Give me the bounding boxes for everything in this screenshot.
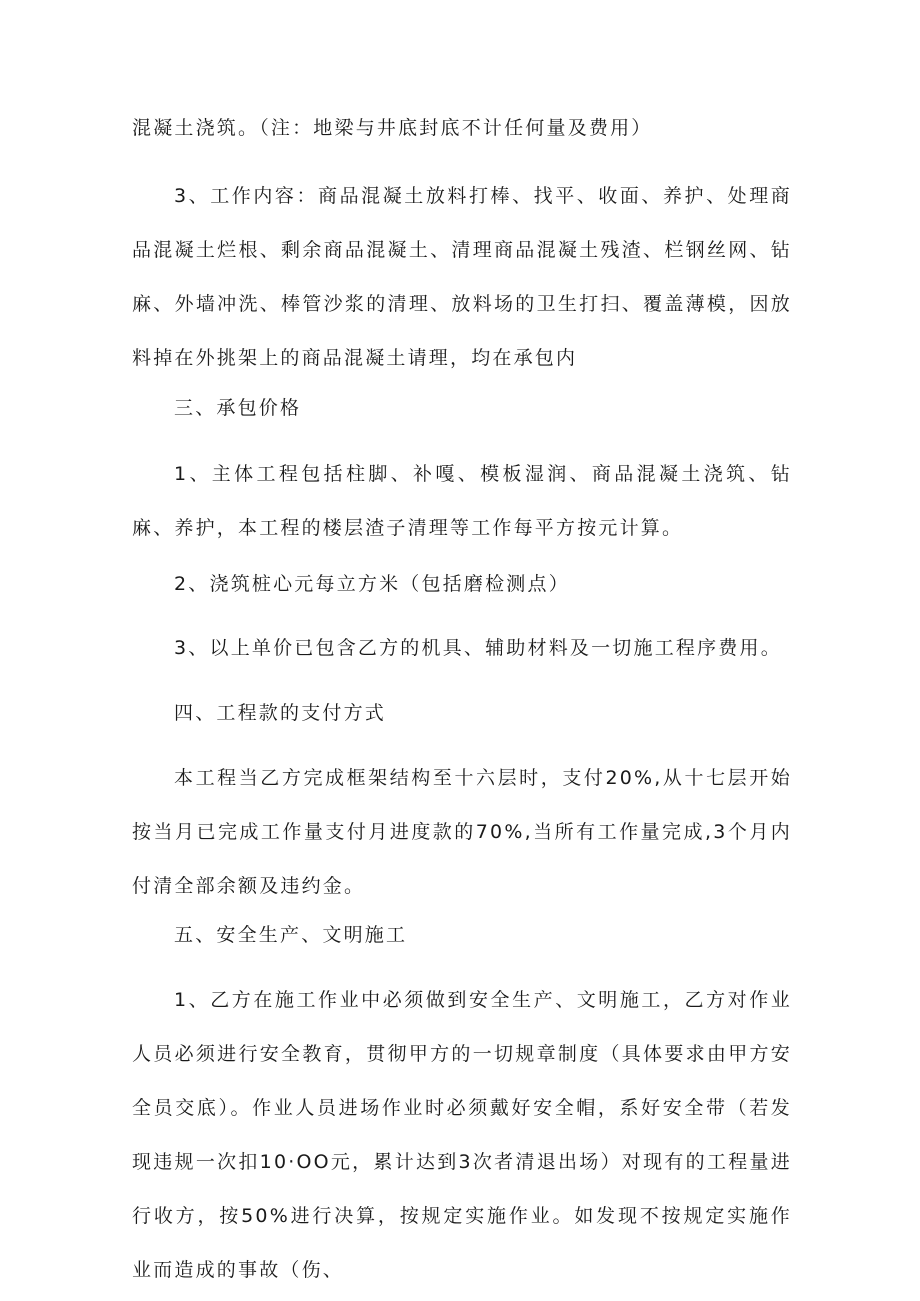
heading-contract-price: 三、承包价格 <box>174 397 302 419</box>
paragraph-payment-terms: 本工程当乙方完成框架结构至十六层时，支付20%,从十七层开始按当月已完成工作量支付月进度款的70%,当所有工作量完成,3个月内付清全部余额及违约金。 <box>132 767 792 897</box>
paragraph-concrete-pouring-note: 混凝土浇筑。（注：地梁与井底封底不计任何量及费用） <box>132 117 653 139</box>
heading-payment-method: 四、工程款的支付方式 <box>174 702 387 724</box>
heading-safety-civilized-construction: 五、安全生产、文明施工 <box>174 924 408 946</box>
paragraph-main-works-price: 1、主体工程包括柱脚、补嘎、模板湿润、商品混凝土浇筑、钻麻、养护，本工程的楼层渣子清理等工作每平方按元计算。 <box>132 463 792 539</box>
paragraph-safety-requirements: 1、乙方在施工作业中必须做到安全生产、文明施工，乙方对作业人员必须进行安全教育，贯彻甲方的一切规章制度（具体要求由甲方安全员交底）。作业人员进场作业时必须戴好安全帽，系好安全带（若发现违规一次扣10·OO元，累计达到3次者清退出场）对现有的工程量进行收方，按50%进行决算，按规定实施作业。如发现不按规定实施作业而造成的事故（伤、 <box>132 989 792 1281</box>
paragraph-work-content: 3、工作内容：商品混凝土放料打棒、找平、收面、养护、处理商品混凝土烂根、剩余商品混凝土、清理商品混凝土残渣、栏钢丝网、钻麻、外墙冲洗、棒管沙浆的清理、放料场的卫生打扫、覆盖薄模，因放料掉在外挑架上的商品混凝土请理，均在承包内 <box>132 185 792 369</box>
paragraph-unit-price-inclusion: 3、以上单价已包含乙方的机具、辅助材料及一切施工程序费用。 <box>174 637 782 659</box>
paragraph-pile-core-price: 2、浇筑桩心元每立方米（包括磨检测点） <box>174 573 570 595</box>
